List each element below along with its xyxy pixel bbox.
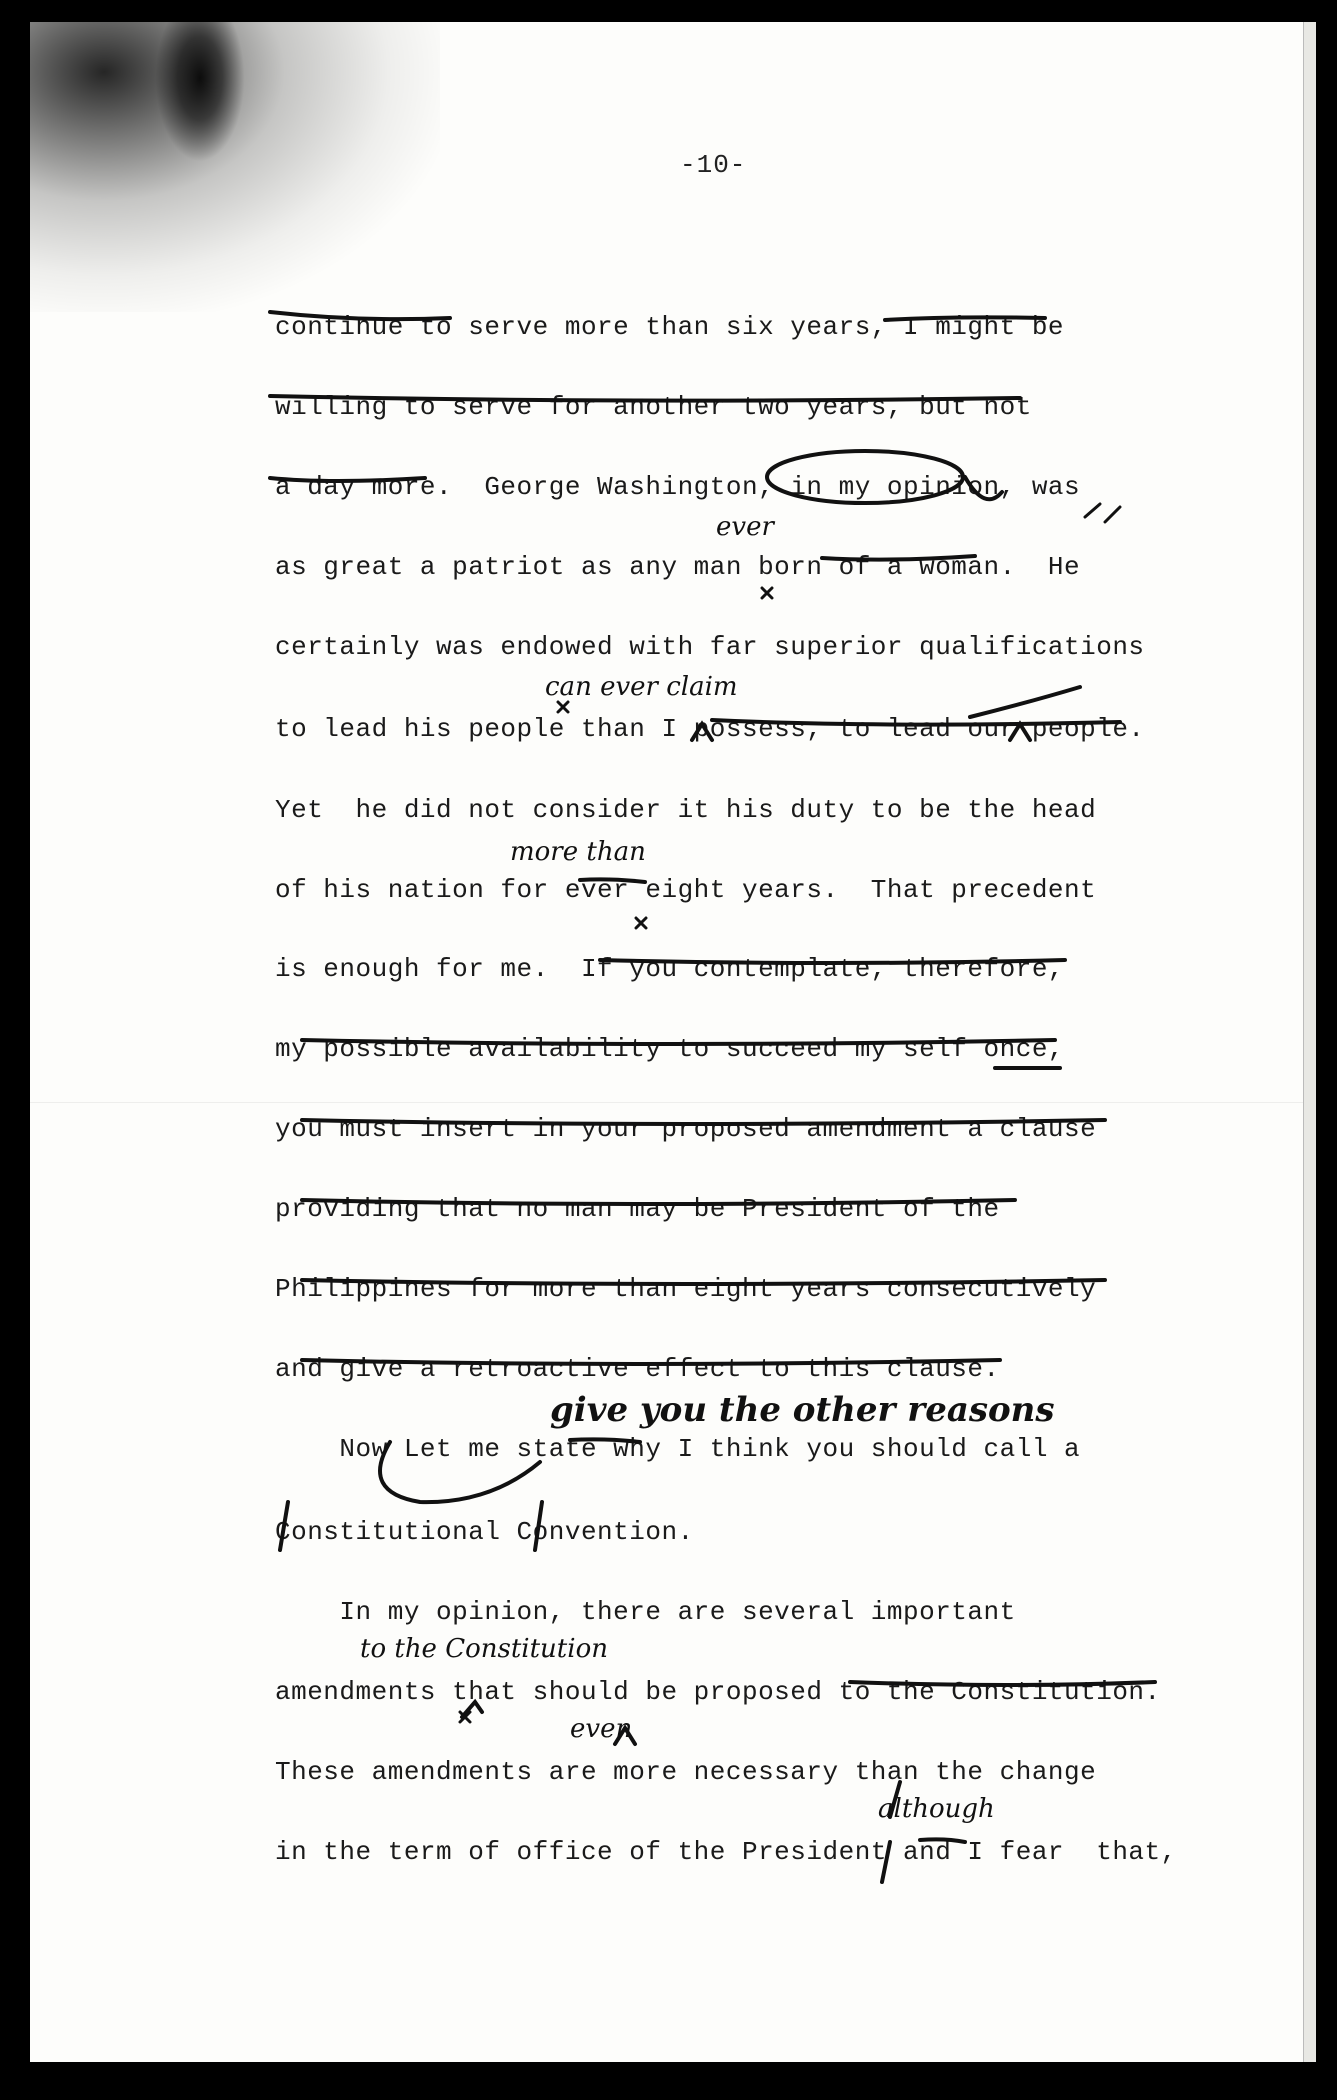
x-mark-line-8 xyxy=(636,918,646,928)
typed-line-8: of his nation for ever eight years. That precedent xyxy=(275,875,1097,905)
typed-line-16: Constitutional Convention. xyxy=(275,1517,694,1547)
typed-line-19: These amendments are more necessary than the change xyxy=(275,1757,1097,1787)
typed-line-15: Now Let me state why I think you should call a xyxy=(275,1434,1081,1464)
handwritten-to-the-constitution: to the Constitution xyxy=(360,1634,608,1664)
torn-corner xyxy=(155,22,245,162)
typed-line-12: providing that no man may be President of the xyxy=(275,1194,1000,1224)
page-number: -10- xyxy=(680,150,747,180)
typed-line-20: in the term of office of the President and I fear that, xyxy=(275,1837,1177,1867)
page-edge xyxy=(1303,22,1316,2062)
typed-line-7: Yet he did not consider it his duty to be the head xyxy=(275,795,1097,825)
handwritten-ever: ever xyxy=(716,512,774,542)
stroke-line-6b xyxy=(970,687,1080,717)
typed-line-10: my possible availability to succeed my self once, xyxy=(275,1034,1065,1064)
typed-line-17: In my opinion, there are several important xyxy=(275,1597,1016,1627)
typed-line-13: Philippines for more than eight years consecutively xyxy=(275,1274,1097,1304)
handwritten-more-than: more than xyxy=(510,837,646,867)
typed-line-18: amendments that should be proposed to the Constitution. xyxy=(275,1677,1161,1707)
x-mark-line-18 xyxy=(460,1712,470,1722)
handwritten-give-you-reasons: give you the other reasons xyxy=(550,1390,1055,1430)
typed-line-5: certainly was endowed with far superior qualifications xyxy=(275,632,1145,662)
x-mark-line-4 xyxy=(762,588,772,598)
handwritten-although: although xyxy=(878,1794,995,1824)
document-page xyxy=(30,22,1303,2062)
typed-line-2: willing to serve for another two years, but not xyxy=(275,392,1032,422)
margin-mark-line-3 xyxy=(1085,504,1120,522)
typed-line-1: continue to serve more than six years, I might be xyxy=(275,312,1065,342)
typed-line-4: as great a patriot as any man born of a woman. He xyxy=(275,552,1081,582)
handwritten-even: even xyxy=(570,1714,633,1744)
typed-line-11: you must insert in your proposed amendment a clause xyxy=(275,1114,1097,1144)
x-mark-line-6 xyxy=(558,702,568,712)
typed-line-9: is enough for me. If you contemplate, therefore, xyxy=(275,954,1065,984)
typed-line-6: to lead his people than I possess, to lead our people. xyxy=(275,714,1145,744)
handwritten-can-ever-claim: can ever claim xyxy=(545,672,738,702)
typed-line-14: and give a retroactive effect to this clause. xyxy=(275,1354,1000,1384)
fold-line xyxy=(30,1102,1303,1103)
typed-line-3: a day more. George Washington, in my opinion, was xyxy=(275,472,1081,502)
